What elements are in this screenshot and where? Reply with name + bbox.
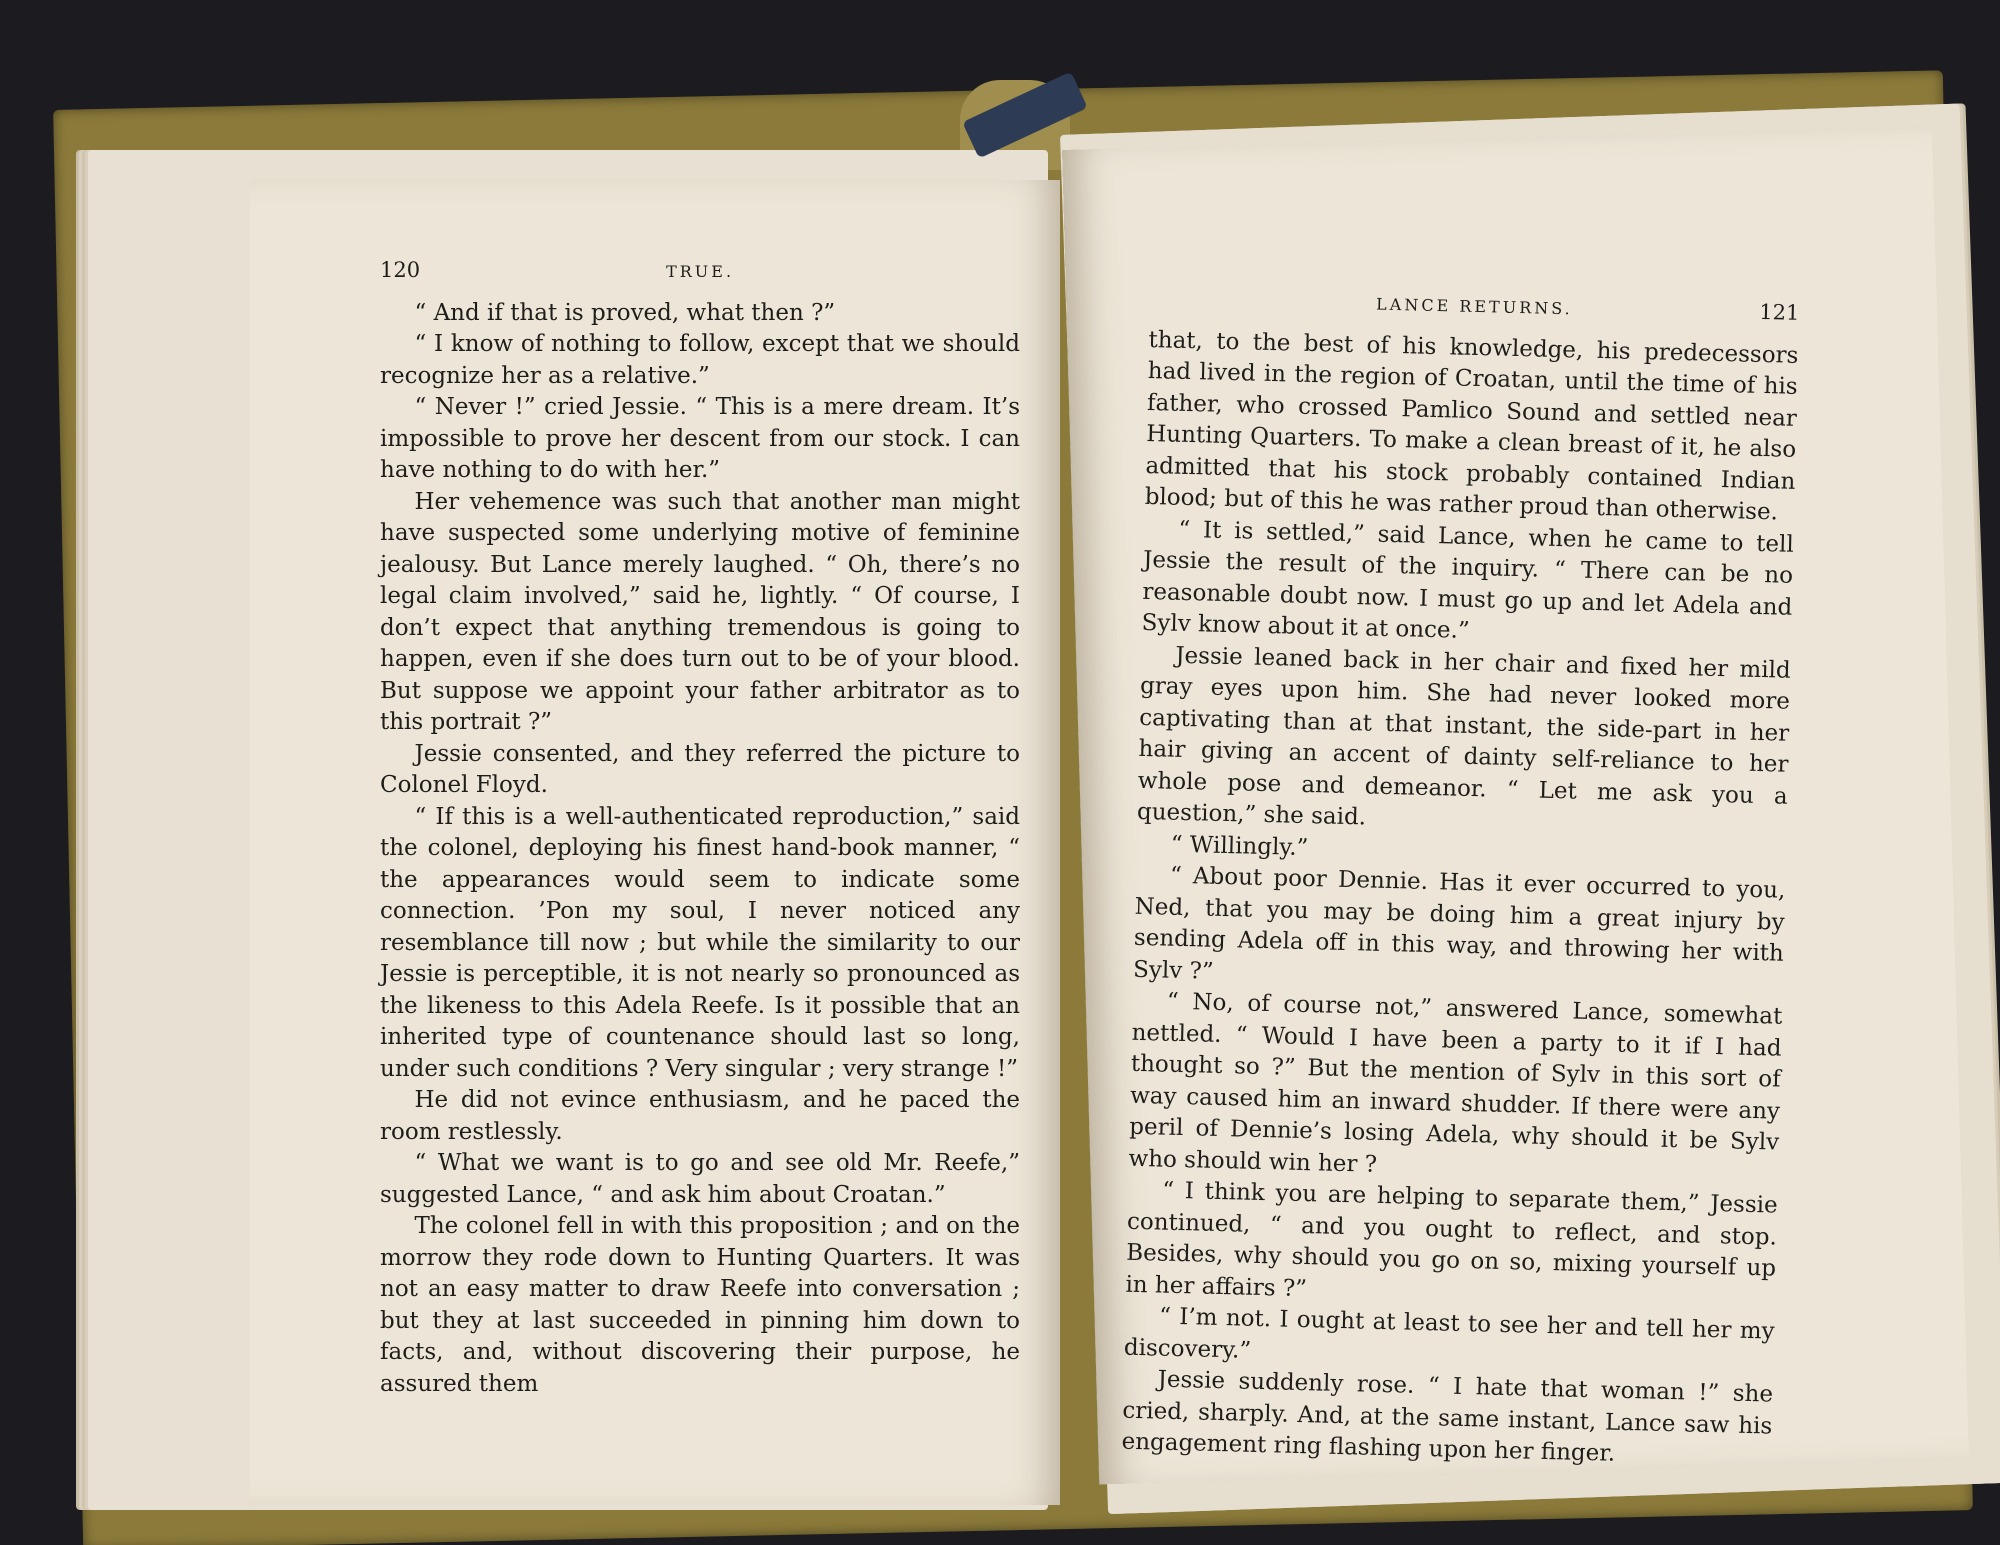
- paragraph: Jessie leaned back in her chair and fixed her mild gray eyes upon him. She had never looked more captivating than at that instant, the side-part in her hair giving an accent of dainty self-reliance to her whole pose and demeanor. “ Let me ask you a question,” she said.: [1136, 642, 1792, 831]
- paragraph: “ If this is a well-authenticated reproduction,” said the colonel, deploying his finest hand-book manner, “ the appearances would seem to indicate some connection. ’Pon my soul, I never noticed any resemblance till now ; but while the similarity to our Jessie is perceptible, it is not nearly so pronounced as the likeness to this Adela Reefe. Is it possible that an inherited type of countenance should last so long, under such conditions ? Very singular ; very strange !”: [380, 803, 1020, 1082]
- right-running-title: LANCE RETURNS.: [1375, 294, 1573, 319]
- paragraph: “ Never !” cried Jessie. “ This is a mere dream. It’s impossible to prove her descent from our stock. I can have nothing to do with her.”: [380, 394, 1020, 483]
- paragraph: “ I think you are helping to separate them,” Jessie continued, “ and you ought to reflect, and stop. Besides, why should you go on so, mixing yourself up in her affairs ?”: [1125, 1177, 1778, 1302]
- paragraph: He did not evince enthusiasm, and he paced the room restlessly.: [380, 1087, 1020, 1145]
- paragraph: “ What we want is to go and see old Mr. Reefe,” suggested Lance, “ and ask him about Croatan.”: [380, 1150, 1020, 1208]
- paragraph: Her vehemence was such that another man might have suspected some underlying motive of feminine jealousy. But Lance merely laughed. “ Oh, there’s no legal claim involved,” said he, lightly. “ Of course, I don’t expect that anything tremendous is going to happen, even if she does turn out to be of your blood. But suppose we appoint your father arbitrator as to this portrait ?”: [380, 488, 1020, 735]
- left-page-number: 120: [380, 258, 421, 282]
- paragraph: The colonel fell in with this proposition ; and on the morrow they rode down to Hunting Quarters. It was not an easy matter to draw Reefe into conversation ; but they at last succeeded in pinning him down to facts, and, without discovering their purpose, he assured them: [380, 1213, 1020, 1397]
- paragraph: “ No, of course not,” answered Lance, somewhat nettled. “ Would I have been a party to it if I had thought so ?” But the mention of Sylv in this sort of way caused him an inward shudder. If there were any peril of Dennie’s losing Adela, why should it be Sylv who should win her ?: [1128, 988, 1783, 1178]
- left-page-header: [380, 255, 1020, 288]
- left-page-text: [380, 255, 1020, 1400]
- paragraph: “ I know of nothing to follow, except that we should recognize her as a relative.”: [380, 331, 1020, 389]
- paragraph: “ It is settled,” said Lance, when he came to tell Jessie the result of the inquiry. “ There can be no reasonable doubt now. I must go up and let Adela and Sylv know about it at once.”: [1141, 516, 1795, 644]
- paragraph: “ And if that is proved, what then ?”: [414, 299, 836, 326]
- right-page-number: 121: [1759, 299, 1800, 325]
- paragraph: “ I’m not. I ought at least to see her and tell her my discovery.”: [1123, 1303, 1775, 1364]
- paragraph: Jessie consented, and they referred the picture to Colonel Floyd.: [380, 740, 1020, 798]
- paragraph: Jessie suddenly rose. “ I hate that woman !” she cried, sharply. And, at the same instant, Lance saw his engagement ring flashing upon her finger.: [1121, 1366, 1774, 1467]
- paragraph: “ About poor Dennie. Has it ever occurred to you, Ned, that you may be doing him a great injury by sending Adela off in this way, and throwing her with Sylv ?”: [1132, 862, 1786, 985]
- paragraph: “ Willingly.”: [1170, 831, 1309, 861]
- left-running-title: TRUE.: [666, 262, 735, 281]
- paragraph: that, to the best of his knowledge, his predecessors had lived in the region of Croatan, until the time of his father, who crossed Pamlico Sound and settled near Hunting Quarters. To make a clean breast of it, he also admitted that his stock probably contained Indian blood; but of this he was rather proud than otherwise.: [1144, 326, 1799, 526]
- right-page-text: [1121, 282, 1800, 1474]
